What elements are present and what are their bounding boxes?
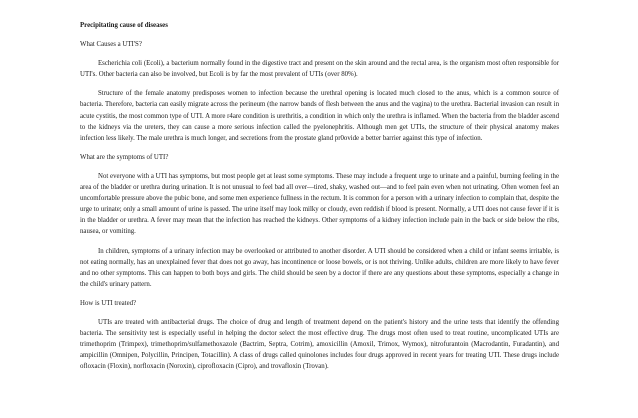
paragraph-symptoms: Not everyone with a UTI has symptoms, but most people get at least some symptoms. These may include a frequent urge to urinate and a painful, burning feeling in the area of the bladder or urethra during urination. It is not unusual to feel bad all over—tired, shaky, washed out—and to feel pain even when not urinating. Often women feel an uncomfortable pressure above the pubic bone, and some men experience fullness in the rectum. It is common for a person with a urinary infection to complain that, despite the urge to urinate; only a small amount of urine is passed. The urine itself may look milky or cloudy, even reddish if blood is present. Normally, a UTI does not cause fever if it is in the bladder or urethra. A fever may mean that the infection has reached the kidneys. Other symptoms of a kidney infection include pain in the back or side below the ribs, nausea, or vomiting.	[80, 172, 559, 236]
document-page	[80, 20, 559, 380]
paragraph-children: In children, symptoms of a urinary infection may be overlooked or attributed to another disorder. A UTI should be considered when a child or infant seems irritable, is not eating normally, has an unexplained fever that does not go away, has incontinence or loose bowels, or is not thriving. Unlike adults, children are more likely to have fever and no other symptoms. This can happen to both boys and girls. The child should be seen by a doctor if there are any questions about these symptoms, especially a change in the child's urinary pattern.	[80, 247, 559, 288]
question-causes: What Causes a UTI'S?	[80, 41, 142, 49]
question-symptoms: What are the symptoms of UTI?	[80, 153, 169, 161]
paragraph-ecoli: Escherichia coli (Ecoli), a bacterium normally found in the digestive tract and present on the skin around and the rectal area, is the organism most often responsible for UTI's. Other bacteria can also be involved, but Ecoli is by far the most prevalent of UTIs (over 80%).	[80, 60, 559, 79]
paragraph-female-anatomy: Structure of the female anatomy predisposes women to infection because the urethral opening is located much closed to the anus, which is a common source of bacteria. Therefore, bacteria can easily migrate across the perineum (the narrow bands of flesh between the anus and the vagina) to the urethra. Bacterial invasion can result in acute cystitis, the most common type of UTI. A more r4are condition is urethritis, a condition in which only the urethra is inflamed. When the bacteria from the bladder ascend to the kidneys via the ureters, they can cause a more serious infection called the pyelonephritis. Although men get UTIs, the structure of their physical anatomy makes infection less likely. The male urethra is much longer, and secretions from the prostate gland pr0ovide a better barrier against this type of infection.	[80, 90, 559, 142]
document-title: Precipitating cause of diseases	[80, 22, 168, 29]
question-treatment: How is UTI treated?	[80, 299, 137, 307]
paragraph-treatment: UTIs are treated with antibacterial drugs. The choice of drug and length of treatment depend on the patient's history and the urine tests that identify the offending bacteria. The sensitivity test is especially useful in helping the doctor select the most effective drug. The drugs most often used to treat routine, uncomplicated UTIs are trimethoprim (Trimpex), trimethoprim/sulfamethoxazole (Bactrim, Septra, Cotrim), amoxicillin (Amoxil, Trimox, Wymox), nitrofurantoin (Macrodantin, Furadantin), and ampicillin (Omnipen, Polycillin, Principen, Totacillin). A class of drugs called quinolones includes four drugs approved in recent years for treating UTI. These drugs include ofloxacin (Floxin), norfloxacin (Noroxin), ciprofloxacin (Cipro), and trovafloxin (Trovan).	[80, 318, 559, 371]
